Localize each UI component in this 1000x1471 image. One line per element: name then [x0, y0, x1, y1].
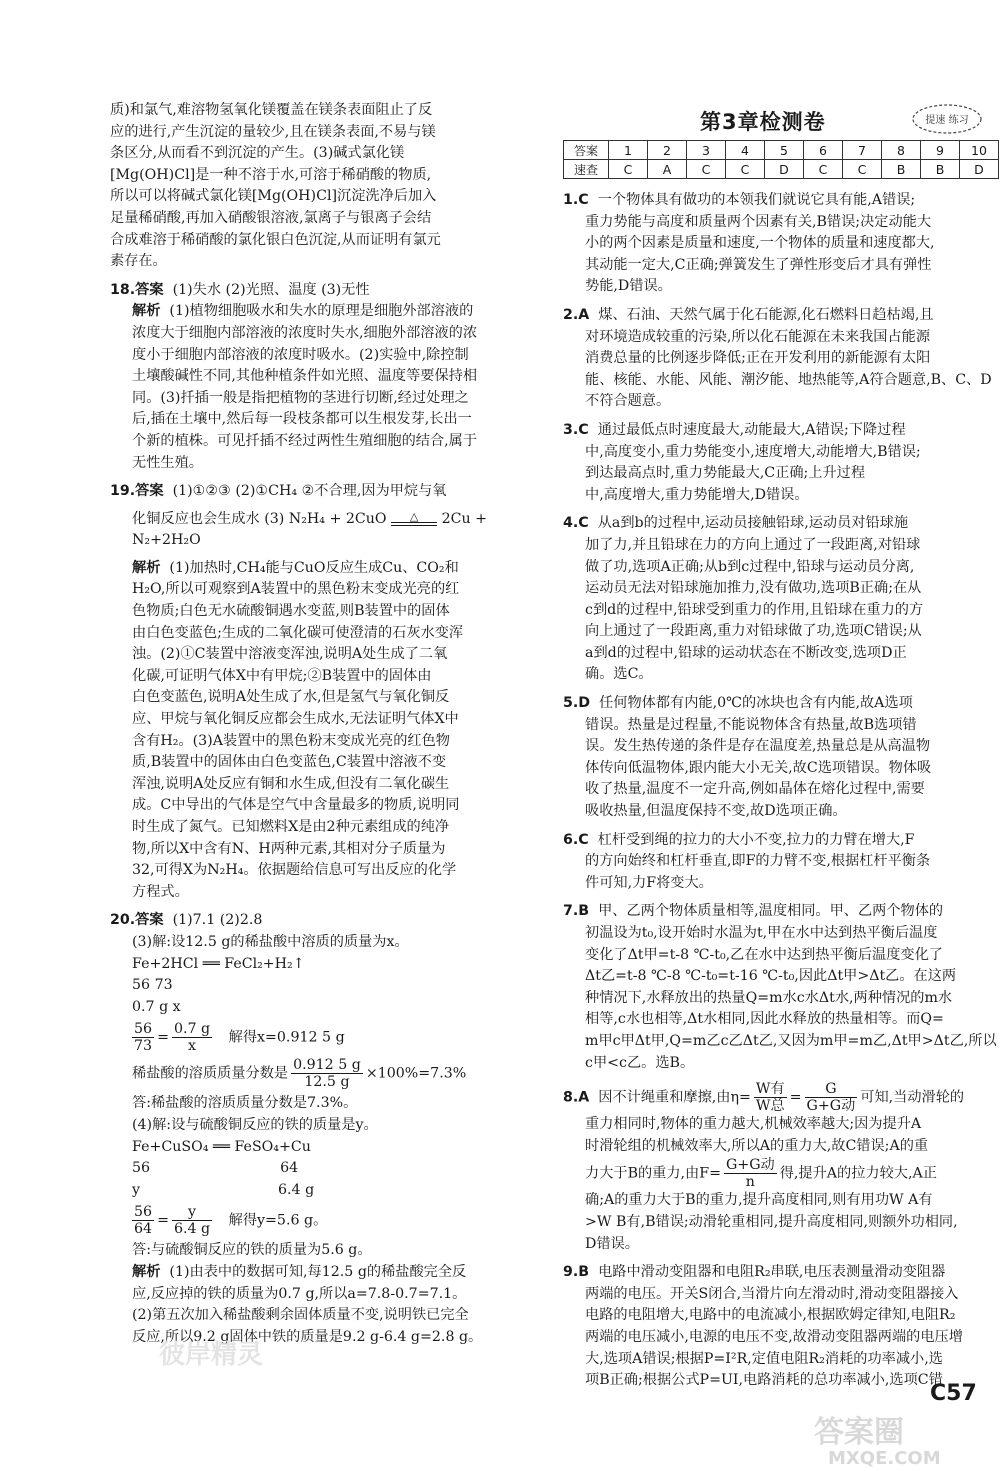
text-line: 0.7 g x: [132, 998, 181, 1015]
chapter-header: [700, 104, 980, 138]
text-line: 两端的电压减小,电源的电压不变,故滑动变阻器两端的电压增: [585, 1328, 963, 1345]
watermark-bottom-icon: [808, 1412, 998, 1468]
text-line: 化碳,可证明气体X中有甲烷;②B装置中的固体由: [132, 667, 432, 684]
text-line: 稀盐酸的溶质质量分数是: [132, 1065, 289, 1082]
text-line: 含有H₂。(3)A装置中的黑色粉末变成光亮的红色物: [132, 732, 450, 749]
text-line: 浑浊,说明A处反应有铜和水生成,但没有二氧化碳生: [132, 775, 450, 792]
text-line: 的方向始终和杠杆垂直,即F的力臂不变,根据杠杆平衡条: [585, 853, 931, 870]
question-7: [563, 901, 997, 1074]
question-4: [563, 513, 981, 686]
explanation-label: 解析: [132, 303, 161, 320]
table-cell: D: [960, 160, 999, 179]
proportion-row: $\frac{56}{64}$ = $\frac{y}{6.4 g}$ 解得y=5.6 g。: [134, 1204, 328, 1238]
text-line: (1)加热时,CH₄能与CuO反应生成Cu、CO₂和: [169, 559, 459, 576]
text-line: 56 73: [132, 977, 173, 994]
text-line: 浊。(2)①C装置中溶液变浑浊,说明A处生成了二氧: [132, 646, 448, 663]
table-row: [564, 160, 999, 179]
solution-text: 解得x=0.912 5 g: [228, 1029, 345, 1046]
chemical-equation: Fe+CuSO₄ ══ FeSO₄+Cu: [132, 1138, 311, 1155]
text-line: 土壤酸碱性不同,其他种植条件如光照、温度等要保持相: [132, 368, 478, 385]
table-cell: C: [843, 160, 882, 179]
text-line: (4)解:设与硫酸铜反应的铁的质量是y。: [132, 1116, 378, 1133]
text-line: 运动员无法对铅球施加推力,没有做功,选项B正确;在从: [585, 580, 922, 597]
text-line: 得,提升A的拉力较大,A正: [779, 1165, 937, 1182]
answer-text: 化铜反应也会生成水 (3) N₂H₄ + 2CuO: [132, 510, 387, 527]
text-line: 相等,c水也相等,Δt水相同,因此水释放的热量相等。而Q=: [585, 1011, 944, 1028]
table-cell: C: [726, 160, 765, 179]
question-number: 9.B: [563, 1264, 590, 1281]
text-line: 力大于B的重力,由F=: [585, 1165, 721, 1182]
fraction: $\frac{y}{6.4 g}$: [173, 1204, 211, 1238]
text-line: 杠杆受到绳的拉力的大小不变,拉力的力臂在增大,F: [597, 831, 915, 848]
text-line: 体传向低温物体,跟内能大小无关,故C选项错误。物体吸: [585, 759, 932, 776]
text-line: 度小于细胞内部溶液的浓度时吸水。(2)实验中,除控制: [132, 346, 469, 363]
intro-paragraph: [110, 100, 478, 273]
answer-text: 2Cu +: [441, 510, 487, 527]
text-line: c到d的过程中,铅球受到重力的作用,且铅球在重力的方: [585, 601, 924, 618]
watermark-left-icon: [155, 1333, 285, 1373]
table-label: 答案: [564, 141, 609, 160]
explanation-label: 解析: [132, 559, 161, 576]
right-column: [563, 190, 997, 1399]
text-line: (1)植物细胞吸水和失水的原理是细胞外部溶液的: [169, 303, 474, 320]
text-line: 任何物体都有内能,0℃的冰块也含有内能,故A选项: [599, 695, 913, 712]
proportion-row: $\frac{56}{73}$ = $\frac{0.7 g}{x}$ 解得x=0.912 5 g: [134, 1021, 345, 1055]
table-cell: 6: [804, 141, 843, 160]
question-number: 7.B: [563, 903, 590, 920]
speed-practice-stamp-icon: [910, 102, 984, 136]
answer-text: N₂+2H₂O: [132, 532, 201, 549]
text-line: 答:稀盐酸的溶质质量分数是7.3%。: [132, 1095, 358, 1112]
text-line: 应的进行,产生沉淀的量较少,且在镁条表面,不易与镁: [110, 123, 436, 140]
answer-quick-check-table: [563, 140, 999, 179]
text-line: 甲、乙两个物体质量相等,温度相同。甲、乙两个物体的: [598, 903, 944, 920]
text-line: Δt乙=t-8 ℃-8 ℃-t₀=t-16 ℃-t₀,因此Δt甲>Δt乙。在这两: [585, 968, 957, 985]
text-line: 32,可得X为N₂H₄。依据题给信息可写出反应的化学: [132, 862, 457, 879]
text-line: 应、甲烷与氧化铜反应都会生成水,无法证明气体X中: [132, 711, 459, 728]
reaction-arrow: [391, 509, 437, 526]
text-line: 时生成了氮气。已知燃料X是由2种元素组成的纯净: [132, 819, 450, 835]
text-line: 中,高度增大,重力势能增大,D错误。: [585, 486, 809, 503]
solution-text: 解得y=5.6 g。: [228, 1212, 328, 1229]
text-line: (2)第五次加入稀盐酸剩余固体质量不变,说明铁已完全: [132, 1307, 469, 1324]
mass-row: 56 64: [132, 1160, 299, 1177]
fraction: $\frac{56}{73}$: [134, 1021, 153, 1055]
table-cell: C: [804, 160, 843, 179]
text-line: 同。(3)扦插一般是指把植物的茎进行切断,经过处理之: [132, 389, 469, 406]
watermark-left-text: 彼岸精灵: [159, 1340, 264, 1370]
stamp-text: 提速 练习: [925, 115, 969, 126]
text-line: 确;A的重力大于B的重力,提升高度相同,则有用功W A有: [585, 1192, 933, 1209]
text-line: 不符合题意。: [585, 393, 671, 410]
chemical-equation: Fe+2HCl ══ FeCl₂+H₂↑: [132, 955, 305, 972]
text-line: 质)和氯气,难溶物氢氧化镁覆盖在镁条表面阻止了反: [110, 102, 433, 118]
text-line: a到d的过程中,铅球的运动状态在不断改变,选项D正: [585, 644, 907, 661]
question-18: [110, 280, 478, 474]
table-cell: 8: [882, 141, 921, 160]
text-line: 从a到b的过程中,运动员接触铅球,运动员对铅球施: [597, 515, 909, 532]
fraction: $\frac{G}{\text{G+G动}}$: [806, 1081, 856, 1115]
table-cell: B: [882, 160, 921, 179]
mass-row: y 6.4 g: [132, 1181, 315, 1198]
question-20: [110, 910, 483, 1348]
fraction: $\frac{\text{G+G动}}{n}$: [725, 1157, 775, 1191]
text-line: 件可知,力F将变大。: [585, 874, 713, 891]
text-line: 收了热量,温度不一定升高,例如晶体在熔化过程中,需要: [585, 781, 925, 798]
text-line: 白色变蓝色,说明A处生成了水,但是氢气与氧化铜反: [132, 689, 450, 706]
text-line: (1)由表中的数据可知,每12.5 g的稀盐酸完全反: [169, 1263, 467, 1280]
text-line: 电路的电阻增大,电路中的电流减小,根据欧姆定律知,电阻R₂: [585, 1307, 956, 1324]
text-line: 消费总量的比例逐步降低;正在开发利用的新能源有太阳: [585, 350, 931, 367]
text-line: >W B有,B错误;动滑轮重相同,提升高度相同,则额外功相同,: [585, 1213, 958, 1230]
text-line: 应,反应掉的铁的质量为0.7 g,所以a=7.8-0.7=7.1。: [132, 1285, 467, 1302]
table-cell: D: [765, 160, 804, 179]
explanation-label: 解析: [132, 1263, 161, 1280]
table-cell: B: [921, 160, 960, 179]
heat-condition: △: [409, 509, 419, 523]
text-line: 反应,所以9.2 g固体中铁的质量是9.2 g-6.4 g=2.8 g。: [132, 1328, 483, 1345]
table-row: [564, 141, 999, 160]
fraction: $\frac{0.912 5 g}{12.5 g}$: [293, 1057, 361, 1091]
text-line: 通过最低点时速度最大,动能最大,A错误;下降过程: [597, 421, 906, 438]
text-line: 项B正确;根据公式P=UI,电路消耗的总功率减小,选项C错: [585, 1372, 943, 1389]
text-line: 可知,当动滑轮的: [860, 1089, 965, 1106]
text-line: 对环境造成较重的污染,所以化石能源在未来我国占能源: [585, 328, 931, 345]
text-line: 足量稀硝酸,再加入硝酸银溶液,氯离子与银离子会结: [110, 209, 432, 226]
question-19: [110, 481, 487, 903]
table-cell: 1: [609, 141, 648, 160]
table-cell: 10: [960, 141, 999, 160]
text-line: 两端的电压。开关S闭合,当滑片向左滑动时,滑动变阻器接入: [585, 1285, 959, 1302]
table-cell: C: [687, 160, 726, 179]
answer-text: (1)①②③ (2)①CH₄ ②不合理,因为甲烷与氧: [172, 483, 447, 500]
text-line: 物,所以X中含有N、H两种元素,其相对分子质量为: [132, 840, 446, 857]
text-line: 时滑轮组的机械效率大,所以A的重力大,故C错误;A的重: [585, 1137, 929, 1154]
text-line: 做了功,选项A正确;从b到c过程中,铅球与运动员分离,: [585, 558, 915, 575]
fraction: $\frac{\text{W有}}{\text{W总}}$: [755, 1081, 785, 1115]
text-line: 无性生殖。: [132, 454, 203, 471]
question-number: 20.: [110, 912, 136, 929]
text-line: 势能,D错误。: [585, 278, 672, 295]
text-line: 方程式。: [132, 883, 189, 900]
text-line: 色物质;白色无水硫酸铜遇水变蓝,则B装置中的固体: [132, 603, 450, 620]
text-line: 大,选项A错误;根据P=I²R,定值电阻R₂消耗的功率减小,选: [585, 1350, 943, 1367]
text-line: 加了力,并且铅球在力的方向上通过了一段距离,对铅球: [585, 536, 921, 553]
table-cell: C: [609, 160, 648, 179]
fraction: $\frac{56}{64}$: [134, 1204, 153, 1238]
table-label: 速查: [564, 160, 609, 179]
question-number: 4.C: [563, 515, 589, 532]
table-cell: 2: [648, 141, 687, 160]
text-line: 向上通过了一段距离,重力对铅球做了功,选项C错误;从: [585, 623, 922, 640]
text-line: 煤、石油、天然气属于化石能源,化石燃料日趋枯竭,且: [598, 306, 934, 323]
text-line: 素存在。: [110, 253, 167, 270]
question-2: [563, 305, 992, 413]
table-cell: 4: [726, 141, 765, 160]
page-number: C57: [930, 1381, 977, 1406]
text-line: 其动能一定大,C正确;弹簧发生了弹性形变后才具有弹性: [585, 256, 932, 273]
answer-label: 答案: [135, 912, 164, 929]
text-line: 能、核能、水能、风能、潮汐能、地热能等,A符合题意,B、C、D: [585, 371, 992, 388]
question-9: [563, 1262, 981, 1392]
answer-text: (1)7.1 (2)2.8: [172, 912, 263, 929]
text-line: 到达最高点时,重力势能最大,C正确;上升过程: [585, 465, 866, 482]
watermark-bottom-url: MXQE.COM: [828, 1448, 941, 1468]
text-line: 初温设为t₀,设开始时水温为t,甲在水中达到热平衡后温度: [585, 925, 938, 941]
text-line: 合成难溶于稀硝酸的氯化银白色沉淀,从而证明有氯元: [110, 231, 441, 248]
text-line: 中,高度变小,重力势能变小,速度增大,动能增大,B错误;: [585, 443, 921, 460]
text-line: 浓度大于细胞内部溶液的浓度时失水,细胞外部溶液的浓: [132, 324, 478, 341]
watermark-bottom-text: 答案圈: [814, 1415, 904, 1450]
question-5: [563, 693, 981, 823]
question-number: 8.A: [563, 1089, 590, 1106]
text-line: 后,插在土壤中,然后每一段枝条都可以生根发芽,长出一: [132, 411, 472, 428]
question-number: 6.C: [563, 831, 589, 848]
text-line: 小的两个因素是质量和速度,一个物体的质量和速度都大,: [585, 235, 935, 252]
answer-text: (1)失水 (2)光照、温度 (3)无性: [172, 281, 370, 298]
table-cell: 3: [687, 141, 726, 160]
text-line: 种情况下,水释放出的热量Q=m水c水Δt水,两种情况的m水: [585, 989, 953, 1006]
text-line: 因不计绳重和摩擦,由η=: [598, 1089, 751, 1106]
question-number: 2.A: [563, 306, 590, 323]
answer-label: 答案: [135, 281, 164, 298]
text-line: 错误。热量是过程量,不能说物体含有热量,故B选项错: [585, 716, 917, 733]
text-line: 确。选C。: [585, 666, 653, 683]
question-number: 5.D: [563, 695, 591, 712]
question-3: [563, 420, 981, 506]
text-line: 质,B装置中的固体由白色变蓝色,C装置中溶液不变: [132, 754, 447, 771]
text-line: 所以可以将碱式氯化镁[Mg(OH)Cl]沉淀洗净后加入: [110, 188, 437, 205]
fraction: $\frac{0.7 g}{x}$: [173, 1021, 211, 1055]
question-number: 3.C: [563, 421, 589, 438]
text-line: 误。发生热传递的条件是存在温度差,热量总是从高温物: [585, 738, 931, 755]
question-6: [563, 830, 981, 895]
chapter-title: 第3章检测卷: [700, 110, 826, 134]
text-line: 个新的植株。可见扦插不经过两性生殖细胞的结合,属于: [132, 432, 478, 449]
question-1: [563, 190, 981, 298]
text-line: D错误。: [585, 1235, 639, 1252]
table-cell: 7: [843, 141, 882, 160]
text-line: 吸收热量,但温度保持不变,故D选项正确。: [585, 803, 847, 820]
text-line: [Mg(OH)Cl]是一种不溶于水,可溶于稀硝酸的物质,: [110, 166, 432, 183]
answer-label: 答案: [135, 483, 164, 500]
percent-row: [110, 1057, 478, 1090]
text-line: 答:与硫酸铜反应的铁的质量为5.6 g。: [132, 1242, 372, 1259]
question-number: 1.C: [563, 192, 589, 208]
text-line: 重力势能与高度和质量两个因素有关,B错误;决定动能大: [585, 213, 932, 230]
text-line: c甲<c乙。选B。: [585, 1054, 695, 1071]
text-line: 成。C中导出的气体是空气中含量最多的物质,说明同: [132, 797, 460, 814]
table-cell: A: [648, 160, 687, 179]
text-line: 条区分,从而看不到沉淀的产生。(3)碱式氯化镁: [110, 145, 405, 162]
text-line: 一个物体具有做功的本领我们就说它具有能,A错误;: [597, 192, 916, 208]
text-line: (3)解:设12.5 g的稀盐酸中溶质的质量为x。: [132, 933, 409, 950]
table-cell: 5: [765, 141, 804, 160]
text-line: ×100%=7.3%: [365, 1065, 467, 1082]
text-line: m甲c甲Δt甲,Q=m乙c乙Δt乙,又因为m甲=m乙,Δt甲>Δt乙,所以: [585, 1032, 997, 1049]
question-number: 18.: [110, 281, 136, 298]
text-line: 电路中滑动变阻器和电阻R₂串联,电压表测量滑动变阻器: [598, 1264, 946, 1281]
question-8: 8.A 因不计绳重和摩擦,由η= $\frac{\text{W有}}{\text{W总}}$ = $\frac{G}{\text{G+G动}}$ 可知,当动滑轮的 重力相同时,物体的重力越大,机械效率越大;因为提升A 时滑轮组的机械效率大,所以A的重力大,故C错误;A的重 力大于B的重力,由F= $\frac{\text{G+G动}}{n}$ 得,提升A的拉力较大,A正 确;A的重力大于B的重力,提升高度相同,则有用功W A有 >W B有,B错误;动滑轮重相同,提升高度相同,则额外功相同, D错误。: [563, 1081, 981, 1255]
table-cell: 9: [921, 141, 960, 160]
text-line: 变化了Δt甲=t-8 ℃-t₀,乙在水中达到热平衡后温度变化了: [585, 946, 943, 963]
text-line: H₂O,所以可观察到A装置中的黑色粉末变成光亮的红: [132, 581, 460, 598]
text-line: 重力相同时,物体的重力越大,机械效率越大;因为提升A: [585, 1116, 922, 1133]
question-number: 19.: [110, 483, 136, 500]
text-line: 由白色变蓝色;生成的二氧化碳可使澄清的石灰水变浑: [132, 624, 464, 641]
left-column: [110, 100, 487, 1355]
